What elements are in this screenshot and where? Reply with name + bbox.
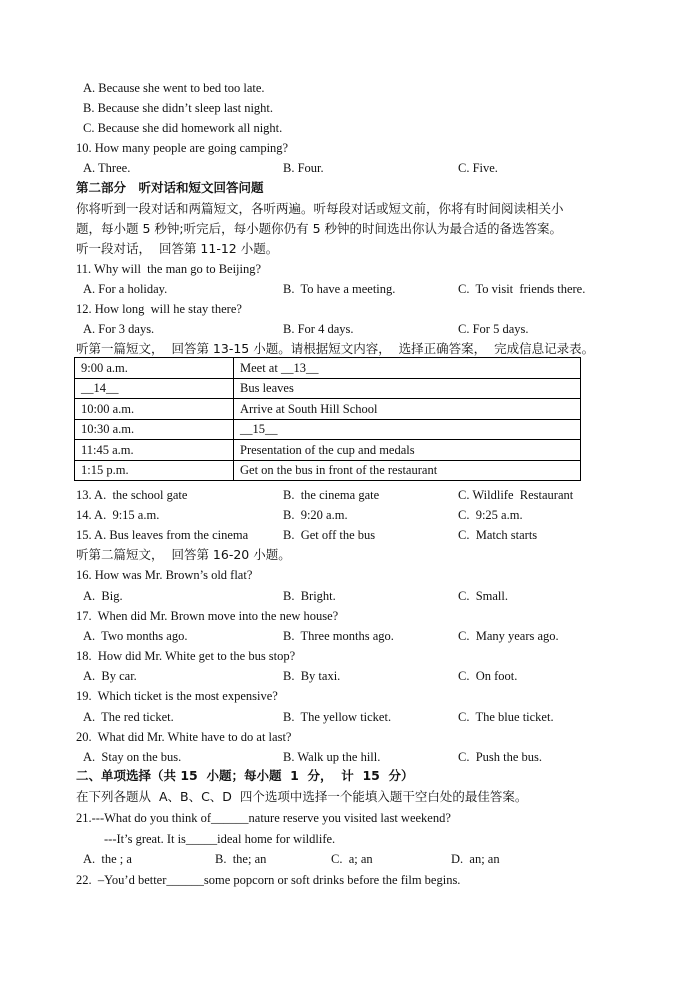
table-cell-event: __15__ — [234, 419, 581, 440]
table-row — [75, 399, 581, 420]
q14-option-b: B. 9:20 a.m. — [283, 508, 348, 522]
table-cell-time: 11:45 a.m. — [75, 440, 234, 461]
q17-stem: 17. When did Mr. Brown move into the new house? — [76, 609, 339, 623]
part2-instruction-line1: 你将听到一段对话和两篇短文，各听两遍。听每段对话或短文前，你将有时间阅读相关小 — [76, 201, 564, 216]
q17-option-b: B. Three months ago. — [283, 629, 394, 643]
table-cell-time: 1:15 p.m. — [75, 460, 234, 481]
q19-option-a: A. The red ticket. — [83, 710, 174, 724]
table-cell-time: 9:00 a.m. — [75, 358, 234, 379]
q9-option-a: A. Because she went to bed too late. — [83, 81, 265, 95]
q12-stem: 12. How long will he stay there? — [76, 302, 242, 316]
q15-option-b: B. Get off the bus — [283, 528, 376, 542]
q10-option-b: B. Four. — [283, 161, 324, 175]
passage1-intro: 听第一篇短文， 回答第 13-15 小题。请根据短文内容， 选择正确答案， 完成信息记录表。 — [76, 341, 595, 356]
table-row — [75, 378, 581, 399]
table-cell-event: Arrive at South Hill School — [234, 399, 581, 420]
q19-option-c: C. The blue ticket. — [458, 710, 554, 724]
table-row — [75, 460, 581, 481]
part2-instruction-line2: 题，每小题 5 秒钟;听完后，每小题你仍有 5 秒钟的时间选出你认为最合适的备选答案。 — [76, 221, 563, 236]
q21-reply: ---It’s great. It is_____ideal home for wildlife. — [104, 832, 336, 846]
q16-stem: 16. How was Mr. Brown’s old flat? — [76, 568, 253, 582]
table-cell-time: __14__ — [75, 378, 234, 399]
q11-stem: 11. Why will the man go to Beijing? — [76, 262, 262, 276]
q14-option-a: 14. A. 9:15 a.m. — [76, 508, 160, 522]
q18-option-c: C. On foot. — [458, 669, 518, 683]
q21-stem: 21.---What do you think of______nature reserve you visited last weekend? — [76, 811, 451, 825]
q11-option-b: B. To have a meeting. — [283, 282, 396, 296]
q21-option-d: D. an; an — [451, 852, 500, 866]
q20-stem: 20. What did Mr. White have to do at last? — [76, 730, 292, 744]
q17-option-a: A. Two months ago. — [83, 629, 188, 643]
q16-option-a: A. Big. — [83, 589, 123, 603]
q10-option-a: A. Three. — [83, 161, 131, 175]
q11-option-a: A. For a holiday. — [83, 282, 168, 296]
passage2-intro: 听第二篇短文， 回答第 16-20 小题。 — [76, 547, 291, 562]
q20-option-c: C. Push the bus. — [458, 750, 543, 764]
table-cell-event: Presentation of the cup and medals — [234, 440, 581, 461]
q17-option-c: C. Many years ago. — [458, 629, 559, 643]
q18-option-a: A. By car. — [83, 669, 137, 683]
q21-option-c: C. a; an — [331, 852, 373, 866]
q11-option-c: C. To visit friends there. — [458, 282, 586, 296]
dialog-intro: 听一段对话， 回答第 11-12 小题。 — [76, 241, 279, 256]
q12-option-a: A. For 3 days. — [83, 322, 155, 336]
q10-stem: 10. How many people are going camping? — [76, 141, 289, 155]
q18-stem: 18. How did Mr. White get to the bus stop? — [76, 649, 296, 663]
q19-stem: 19. Which ticket is the most expensive? — [76, 689, 278, 703]
table-cell-event: Bus leaves — [234, 378, 581, 399]
table-cell-event: Get on the bus in front of the restaurant — [234, 460, 581, 481]
q18-option-b: B. By taxi. — [283, 669, 341, 683]
q20-option-a: A. Stay on the bus. — [83, 750, 182, 764]
q21-option-a: A. the ; a — [83, 852, 132, 866]
table-cell-time: 10:00 a.m. — [75, 399, 234, 420]
q21-option-b: B. the; an — [215, 852, 267, 866]
q13-option-c: C. Wildlife Restaurant — [458, 488, 574, 502]
single-choice-instruction: 在下列各题从 A、B、C、D 四个选项中选择一个能填入题干空白处的最佳答案。 — [76, 789, 528, 804]
table-row — [75, 419, 581, 440]
table-cell-event: Meet at __13__ — [234, 358, 581, 379]
q10-option-c: C. Five. — [458, 161, 498, 175]
table-row — [75, 440, 581, 461]
q16-option-c: C. Small. — [458, 589, 509, 603]
q13-option-a: 13. A. the school gate — [76, 488, 188, 502]
q19-option-b: B. The yellow ticket. — [283, 710, 392, 724]
q20-option-b: B. Walk up the hill. — [283, 750, 381, 764]
q12-option-b: B. For 4 days. — [283, 322, 354, 336]
q12-option-c: C. For 5 days. — [458, 322, 529, 336]
table-row — [75, 358, 581, 379]
q16-option-b: B. Bright. — [283, 589, 336, 603]
q9-option-b: B. Because she didn’t sleep last night. — [83, 101, 274, 115]
q14-option-c: C. 9:25 a.m. — [458, 508, 523, 522]
q13-option-b: B. the cinema gate — [283, 488, 380, 502]
part2-title: 第二部分 听对话和短文回答问题 — [76, 180, 264, 195]
single-choice-title: 二、单项选择（共 15 小题；每小题 1 分， 计 15 分） — [76, 768, 414, 783]
table-cell-time: 10:30 a.m. — [75, 419, 234, 440]
q15-option-a: 15. A. Bus leaves from the cinema — [76, 528, 249, 542]
q9-option-c: C. Because she did homework all night. — [83, 121, 283, 135]
q15-option-c: C. Match starts — [458, 528, 538, 542]
q22-stem: 22. –You’d better______some popcorn or soft drinks before the film begins. — [76, 873, 461, 887]
info-record-table — [74, 357, 581, 481]
